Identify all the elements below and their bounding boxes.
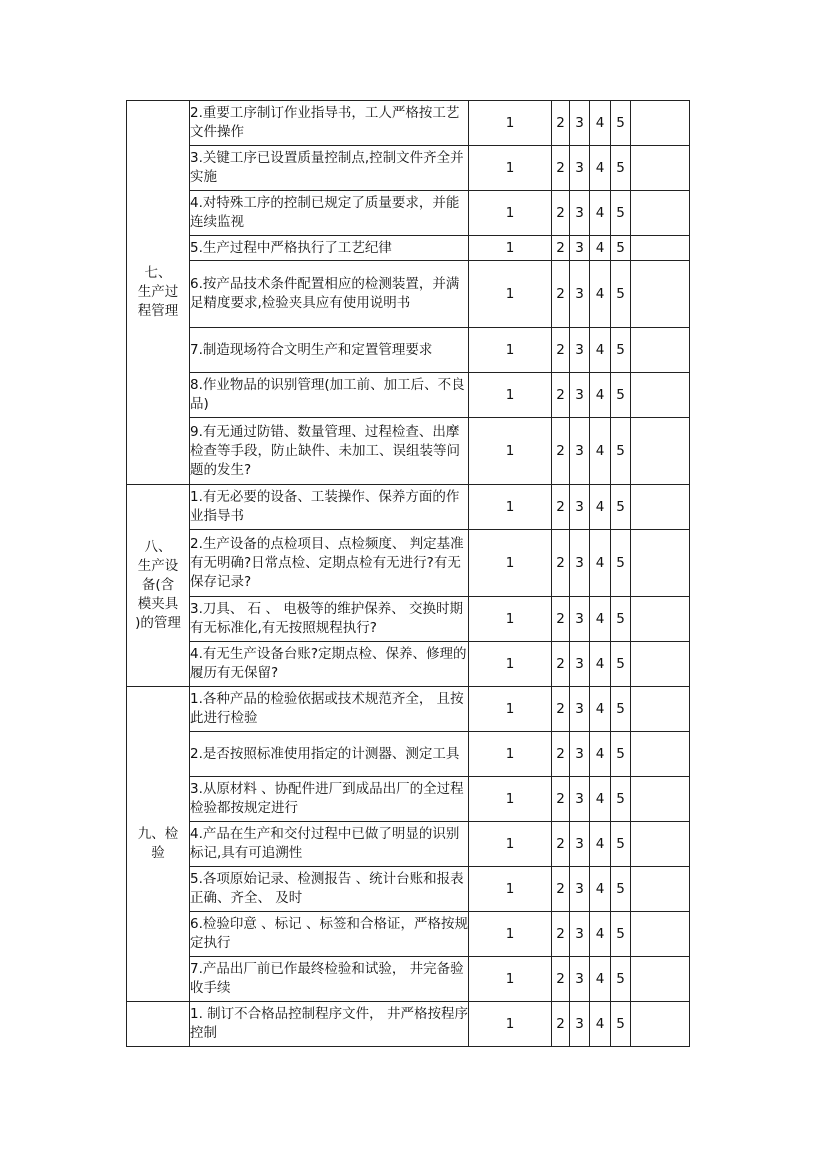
score-option-4: 4 — [590, 236, 611, 261]
table-row — [127, 732, 690, 777]
check-item: 3.刀具、 石 、 电极等的维护保养、 交换时期有无标准化,有无按照规程执行? — [190, 597, 469, 642]
table-row — [127, 597, 690, 642]
table-row — [127, 642, 690, 687]
result-cell — [631, 1002, 690, 1047]
score-option-2: 2 — [552, 957, 570, 1002]
table-row — [127, 687, 690, 732]
check-item: 2.重要工序制订作业指导书，工人严格按工艺文件操作 — [190, 101, 469, 146]
check-item: 8.作业物品的识别管理(加工前、加工后、不良品) — [190, 373, 469, 418]
check-item: 1.各种产品的检验依据或技术规范齐全， 且按此进行检验 — [190, 687, 469, 732]
score-option-3: 3 — [570, 191, 590, 236]
score-option-2: 2 — [552, 146, 570, 191]
score-option-3: 3 — [570, 1002, 590, 1047]
score-option-4: 4 — [590, 867, 611, 912]
score-option-3: 3 — [570, 597, 590, 642]
score-option-3: 3 — [570, 642, 590, 687]
score-option-5: 5 — [611, 191, 631, 236]
score-option-2: 2 — [552, 530, 570, 597]
result-cell — [631, 373, 690, 418]
score-option-4: 4 — [590, 957, 611, 1002]
table-row — [127, 822, 690, 867]
score-option-5: 5 — [611, 328, 631, 373]
check-item: 2.生产设备的点检项目、点检频度、 判定基准有无明确?日常点检、定期点检有无进行?有无保存记录? — [190, 530, 469, 597]
score-option-4: 4 — [590, 822, 611, 867]
score-option-1: 1 — [469, 687, 552, 732]
section-category: 九、检 验 — [127, 687, 190, 1002]
table-row — [127, 777, 690, 822]
score-option-4: 4 — [590, 101, 611, 146]
check-item: 4.有无生产设备台账?定期点检、保养、修理的履历有无保留? — [190, 642, 469, 687]
score-option-3: 3 — [570, 101, 590, 146]
score-option-1: 1 — [469, 146, 552, 191]
result-cell — [631, 418, 690, 485]
result-cell — [631, 687, 690, 732]
score-option-1: 1 — [469, 597, 552, 642]
score-option-2: 2 — [552, 732, 570, 777]
score-option-1: 1 — [469, 912, 552, 957]
check-item: 5.生产过程中严格执行了工艺纪律 — [190, 236, 469, 261]
section-category: 八、 生产设 备(含 模夹具 )的管理 — [127, 485, 190, 687]
score-option-1: 1 — [469, 1002, 552, 1047]
result-cell — [631, 530, 690, 597]
score-option-1: 1 — [469, 485, 552, 530]
table-row — [127, 191, 690, 236]
score-option-3: 3 — [570, 867, 590, 912]
score-option-2: 2 — [552, 1002, 570, 1047]
score-option-3: 3 — [570, 530, 590, 597]
score-option-4: 4 — [590, 912, 611, 957]
score-option-5: 5 — [611, 867, 631, 912]
score-option-3: 3 — [570, 777, 590, 822]
check-item: 7.产品出厂前已作最终检验和试验， 井完备验收手续 — [190, 957, 469, 1002]
result-cell — [631, 328, 690, 373]
result-cell — [631, 777, 690, 822]
score-option-4: 4 — [590, 418, 611, 485]
score-option-3: 3 — [570, 261, 590, 328]
score-option-2: 2 — [552, 912, 570, 957]
score-option-4: 4 — [590, 328, 611, 373]
score-option-2: 2 — [552, 642, 570, 687]
score-option-2: 2 — [552, 822, 570, 867]
score-option-4: 4 — [590, 191, 611, 236]
score-option-4: 4 — [590, 597, 611, 642]
score-option-1: 1 — [469, 957, 552, 1002]
check-item: 1. 制订不合格品控制程序文件， 井严格按程序控制 — [190, 1002, 469, 1047]
result-cell — [631, 485, 690, 530]
result-cell — [631, 912, 690, 957]
score-option-5: 5 — [611, 822, 631, 867]
score-option-5: 5 — [611, 373, 631, 418]
table-row — [127, 146, 690, 191]
score-option-5: 5 — [611, 261, 631, 328]
table-row — [127, 373, 690, 418]
score-option-3: 3 — [570, 236, 590, 261]
result-cell — [631, 261, 690, 328]
audit-checklist-table — [126, 100, 690, 1047]
score-option-2: 2 — [552, 867, 570, 912]
score-option-1: 1 — [469, 732, 552, 777]
score-option-1: 1 — [469, 236, 552, 261]
score-option-1: 1 — [469, 418, 552, 485]
score-option-1: 1 — [469, 867, 552, 912]
table-row — [127, 328, 690, 373]
score-option-3: 3 — [570, 957, 590, 1002]
score-option-2: 2 — [552, 328, 570, 373]
score-option-5: 5 — [611, 236, 631, 261]
score-option-2: 2 — [552, 777, 570, 822]
score-option-3: 3 — [570, 687, 590, 732]
result-cell — [631, 957, 690, 1002]
score-option-4: 4 — [590, 777, 611, 822]
check-item: 3.从原材料 、协配件进厂到成品出厂的全过程检验都按规定进行 — [190, 777, 469, 822]
check-item: 3.关键工序已设置质量控制点,控制文件齐全并实施 — [190, 146, 469, 191]
section-category — [127, 1002, 190, 1047]
score-option-3: 3 — [570, 146, 590, 191]
result-cell — [631, 146, 690, 191]
score-option-3: 3 — [570, 418, 590, 485]
score-option-2: 2 — [552, 597, 570, 642]
score-option-1: 1 — [469, 191, 552, 236]
score-option-2: 2 — [552, 261, 570, 328]
score-option-5: 5 — [611, 642, 631, 687]
score-option-5: 5 — [611, 912, 631, 957]
table-row — [127, 418, 690, 485]
score-option-5: 5 — [611, 732, 631, 777]
result-cell — [631, 822, 690, 867]
check-item: 9.有无通过防错、数量管理、过程检查、出摩检查等手段，防止缺件、未加工、误组装等问题的发生? — [190, 418, 469, 485]
check-item: 2.是否按照标准使用指定的计测器、测定工具 — [190, 732, 469, 777]
check-item: 1.有无必要的设备、工装操作、保养方面的作业指导书 — [190, 485, 469, 530]
score-option-1: 1 — [469, 642, 552, 687]
score-option-5: 5 — [611, 146, 631, 191]
score-option-1: 1 — [469, 328, 552, 373]
score-option-4: 4 — [590, 642, 611, 687]
check-item: 6.按产品技术条件配置相应的检测装置，并满足精度要求,检验夹具应有使用说明书 — [190, 261, 469, 328]
score-option-4: 4 — [590, 732, 611, 777]
score-option-2: 2 — [552, 373, 570, 418]
score-option-4: 4 — [590, 261, 611, 328]
result-cell — [631, 101, 690, 146]
score-option-5: 5 — [611, 597, 631, 642]
score-option-5: 5 — [611, 687, 631, 732]
score-option-5: 5 — [611, 485, 631, 530]
score-option-2: 2 — [552, 236, 570, 261]
score-option-1: 1 — [469, 777, 552, 822]
check-item: 4.产品在生产和交付过程中已做了明显的识别标记,具有可追溯性 — [190, 822, 469, 867]
score-option-3: 3 — [570, 485, 590, 530]
check-item: 6.检验印意 、标记 、标签和合格证，严格按规定执行 — [190, 912, 469, 957]
score-option-4: 4 — [590, 530, 611, 597]
section-category: 七、 生产过 程管理 — [127, 101, 190, 485]
score-option-1: 1 — [469, 530, 552, 597]
table-row — [127, 957, 690, 1002]
score-option-4: 4 — [590, 485, 611, 530]
result-cell — [631, 191, 690, 236]
table-row — [127, 912, 690, 957]
score-option-2: 2 — [552, 418, 570, 485]
score-option-2: 2 — [552, 687, 570, 732]
result-cell — [631, 597, 690, 642]
score-option-4: 4 — [590, 1002, 611, 1047]
result-cell — [631, 867, 690, 912]
score-option-1: 1 — [469, 261, 552, 328]
score-option-4: 4 — [590, 373, 611, 418]
result-cell — [631, 732, 690, 777]
table-row — [127, 530, 690, 597]
score-option-5: 5 — [611, 530, 631, 597]
table-row — [127, 867, 690, 912]
table-row — [127, 261, 690, 328]
score-option-1: 1 — [469, 373, 552, 418]
table-row — [127, 236, 690, 261]
result-cell — [631, 236, 690, 261]
score-option-5: 5 — [611, 1002, 631, 1047]
score-option-4: 4 — [590, 146, 611, 191]
score-option-5: 5 — [611, 101, 631, 146]
score-option-3: 3 — [570, 732, 590, 777]
table-row — [127, 101, 690, 146]
score-option-3: 3 — [570, 912, 590, 957]
score-option-5: 5 — [611, 777, 631, 822]
score-option-5: 5 — [611, 957, 631, 1002]
score-option-3: 3 — [570, 822, 590, 867]
check-item: 7.制造现场符合文明生产和定置管理要求 — [190, 328, 469, 373]
table-row — [127, 485, 690, 530]
check-item: 4.对特殊工序的控制已规定了质量要求，并能连续监视 — [190, 191, 469, 236]
score-option-5: 5 — [611, 418, 631, 485]
check-item: 5.各项原始记录、检测报告 、统计台账和报表正确、齐全、 及时 — [190, 867, 469, 912]
result-cell — [631, 642, 690, 687]
score-option-2: 2 — [552, 191, 570, 236]
score-option-4: 4 — [590, 687, 611, 732]
score-option-3: 3 — [570, 328, 590, 373]
score-option-1: 1 — [469, 822, 552, 867]
score-option-2: 2 — [552, 101, 570, 146]
score-option-1: 1 — [469, 101, 552, 146]
score-option-3: 3 — [570, 373, 590, 418]
table-row — [127, 1002, 690, 1047]
score-option-2: 2 — [552, 485, 570, 530]
